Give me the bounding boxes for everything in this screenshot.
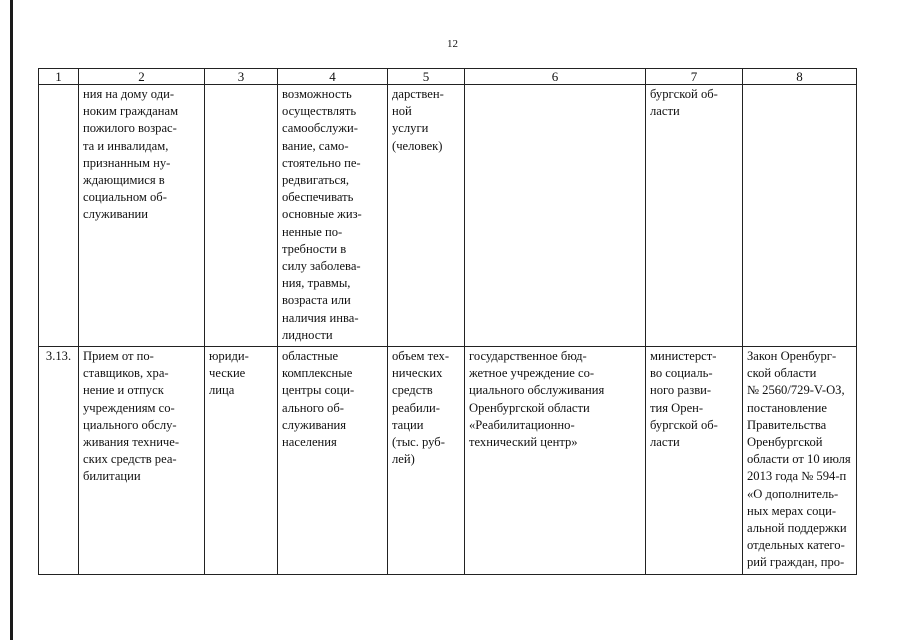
column-number: 5 bbox=[388, 69, 465, 85]
left-margin-rule bbox=[10, 0, 13, 640]
column-number: 2 bbox=[79, 69, 205, 85]
volume-indicator-cell: объем тех- нических средств реабили- тации (тыс. руб- лей) bbox=[388, 347, 465, 575]
table-row-continuation bbox=[39, 85, 857, 347]
row-number-cell: 3.13. bbox=[39, 347, 79, 575]
volume-indicator-cell: дарствен- ной услуги (человек) bbox=[388, 85, 465, 347]
service-name-cell: ния на дому оди- ноким гражданам пожилого возрас- та и инвалидам, признанным ну- ждающимися в социальном об- служивании bbox=[79, 85, 205, 347]
legal-basis-cell: Закон Оренбург- ской области № 2560/729-V-ОЗ, постановление Правительства Оренбургской области от 10 июля 2013 года № 594-п «О дополнитель- ных мерах соци- альной поддержки отдельных катего- рий граждан, про- bbox=[743, 347, 857, 575]
column-number: 1 bbox=[39, 69, 79, 85]
consumer-category-cell bbox=[205, 85, 278, 347]
row-number-cell bbox=[39, 85, 79, 347]
consumer-criteria-cell: возможность осуществлять самообслужи- вание, само- стоятельно пе- редвигаться, обеспечивать основные жиз- ненные по- требности в силу заболева- ния, травмы, возраста или наличия инва- лидности bbox=[278, 85, 388, 347]
column-number: 3 bbox=[205, 69, 278, 85]
column-number: 8 bbox=[743, 69, 857, 85]
legal-basis-cell bbox=[743, 85, 857, 347]
page-number: 12 bbox=[447, 38, 458, 50]
consumer-category-cell: юриди- ческие лица bbox=[205, 347, 278, 575]
provider-cell: государственное бюд- жетное учреждение со- циального обслуживания Оренбургской области «Реабилитационно- технический центр» bbox=[465, 347, 646, 575]
column-number-row bbox=[39, 69, 857, 85]
authority-cell: министерст- во социаль- ного разви- тия Орен- бургской об- ласти bbox=[646, 347, 743, 575]
consumer-criteria-cell: областные комплексные центры соци- ального об- служивания населения bbox=[278, 347, 388, 575]
table-row-3-13 bbox=[39, 347, 857, 575]
registry-table bbox=[38, 68, 857, 575]
provider-cell bbox=[465, 85, 646, 347]
column-number: 7 bbox=[646, 69, 743, 85]
column-number: 4 bbox=[278, 69, 388, 85]
column-number: 6 bbox=[465, 69, 646, 85]
authority-cell: бургской об- ласти bbox=[646, 85, 743, 347]
service-name-cell: Прием от по- ставщиков, хра- нение и отпуск учреждениям со- циального обслу- живания техниче- ских средств реа- билитации bbox=[79, 347, 205, 575]
